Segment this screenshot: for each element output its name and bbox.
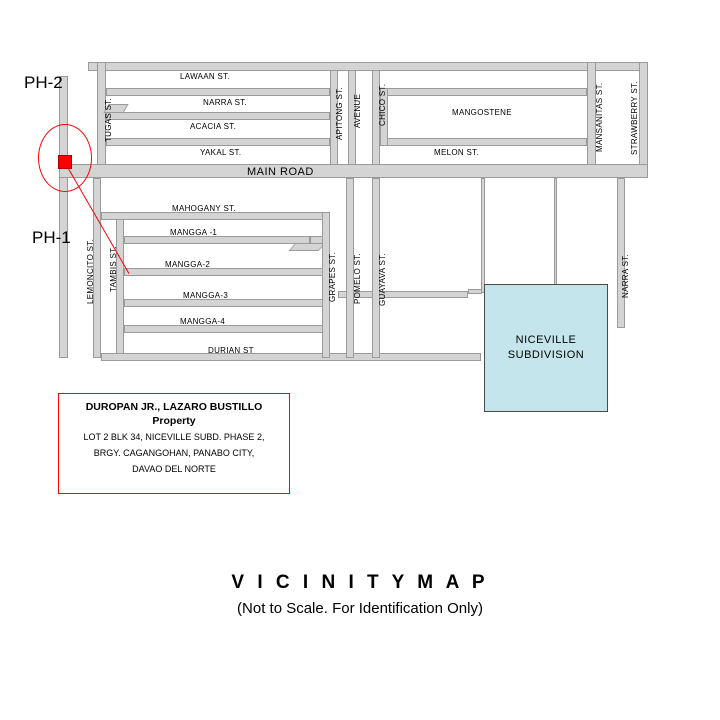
phase-label-ph2: PH-2: [24, 73, 63, 92]
callout-sub-line3: DAVAO DEL NORTE: [132, 464, 216, 474]
street-label-chico: CHICO ST.: [378, 83, 387, 126]
subdivision-label-line1: NICEVILLE: [515, 334, 577, 346]
lot-marker: [58, 155, 72, 169]
road-segment: [59, 76, 68, 358]
street-label-yakal: YAKAL ST.: [200, 148, 242, 157]
street-label-pomelo: POMELO ST.: [353, 252, 362, 304]
street-label-strawberry: STRAWBERRY ST.: [630, 81, 639, 155]
road-segment: [124, 268, 330, 276]
callout-sub-line2: BRGY. CAGANGOHAN, PANABO CITY,: [93, 448, 255, 458]
street-label-grapes: GRAPES ST.: [328, 251, 337, 302]
callout-title-line2: Property: [152, 415, 196, 427]
road-segment: [106, 88, 330, 96]
road-segment: [101, 353, 481, 361]
street-label-mangga-1: MANGGA -1: [170, 228, 218, 237]
footer-title: V I C I N I T Y M A P: [231, 572, 489, 593]
street-label-mansanitas: MANSANITAS ST.: [595, 82, 604, 152]
road-segment: [106, 138, 330, 146]
street-label-tugas: TUGAS ST.: [104, 97, 113, 142]
street-label-melon: MELON ST.: [434, 148, 479, 157]
footer-note: (Not to Scale. For Identification Only): [237, 600, 483, 617]
street-label-acacia: ACACIA ST.: [190, 122, 237, 131]
road-segment: [639, 62, 648, 176]
road-segment: [88, 62, 648, 71]
road-segment: [554, 178, 557, 290]
street-label-avenue: AVENUE: [353, 93, 362, 128]
road-segment: [468, 289, 482, 294]
niceville-subdivision-block: [484, 284, 608, 412]
street-label-apitong: APITONG ST.: [335, 87, 344, 140]
main-road: [59, 164, 648, 178]
property-callout: [58, 393, 290, 494]
road-segment: [124, 299, 330, 307]
road-segment: [380, 138, 587, 146]
street-label-main-road: MAIN ROAD: [247, 166, 314, 178]
road-segment: [481, 178, 485, 293]
street-label-mahogany: MAHOGANY ST.: [172, 204, 236, 213]
road-segment: [124, 236, 310, 244]
phase-label-ph1: PH-1: [32, 228, 71, 247]
street-label-durian: DURIAN ST: [208, 346, 254, 355]
road-segment: [124, 325, 330, 333]
street-label-mangostene: MANGOSTENE: [452, 108, 512, 117]
street-label-lemoncito: LEMONCITO ST.: [86, 238, 95, 304]
street-label-narra-lower: NARRA ST.: [621, 253, 630, 298]
road-segment: [380, 88, 587, 96]
callout-sub-line1: LOT 2 BLK 34, NICEVILLE SUBD. PHASE 2,: [83, 432, 265, 442]
street-label-guayava: GUAYAVA ST.: [378, 253, 387, 306]
subdivision-label-line2: SUBDIVISION: [507, 349, 585, 361]
callout-title-line1: DUROPAN JR., LAZARO BUSTILLO: [85, 401, 263, 413]
road-segment: [101, 212, 330, 220]
road-segment: [289, 243, 326, 251]
street-label-tambis: TAMBIS ST.: [109, 246, 118, 292]
street-label-mangga-2: MANGGA-2: [165, 260, 211, 269]
street-label-mangga-4: MANGGA-4: [180, 317, 226, 326]
road-segment: [106, 112, 330, 120]
street-label-narra-upper: NARRA ST.: [203, 98, 248, 107]
street-label-mangga-3: MANGGA-3: [183, 291, 229, 300]
map-footer: [0, 572, 720, 617]
street-label-lawaan: LAWAAN ST.: [180, 72, 230, 81]
